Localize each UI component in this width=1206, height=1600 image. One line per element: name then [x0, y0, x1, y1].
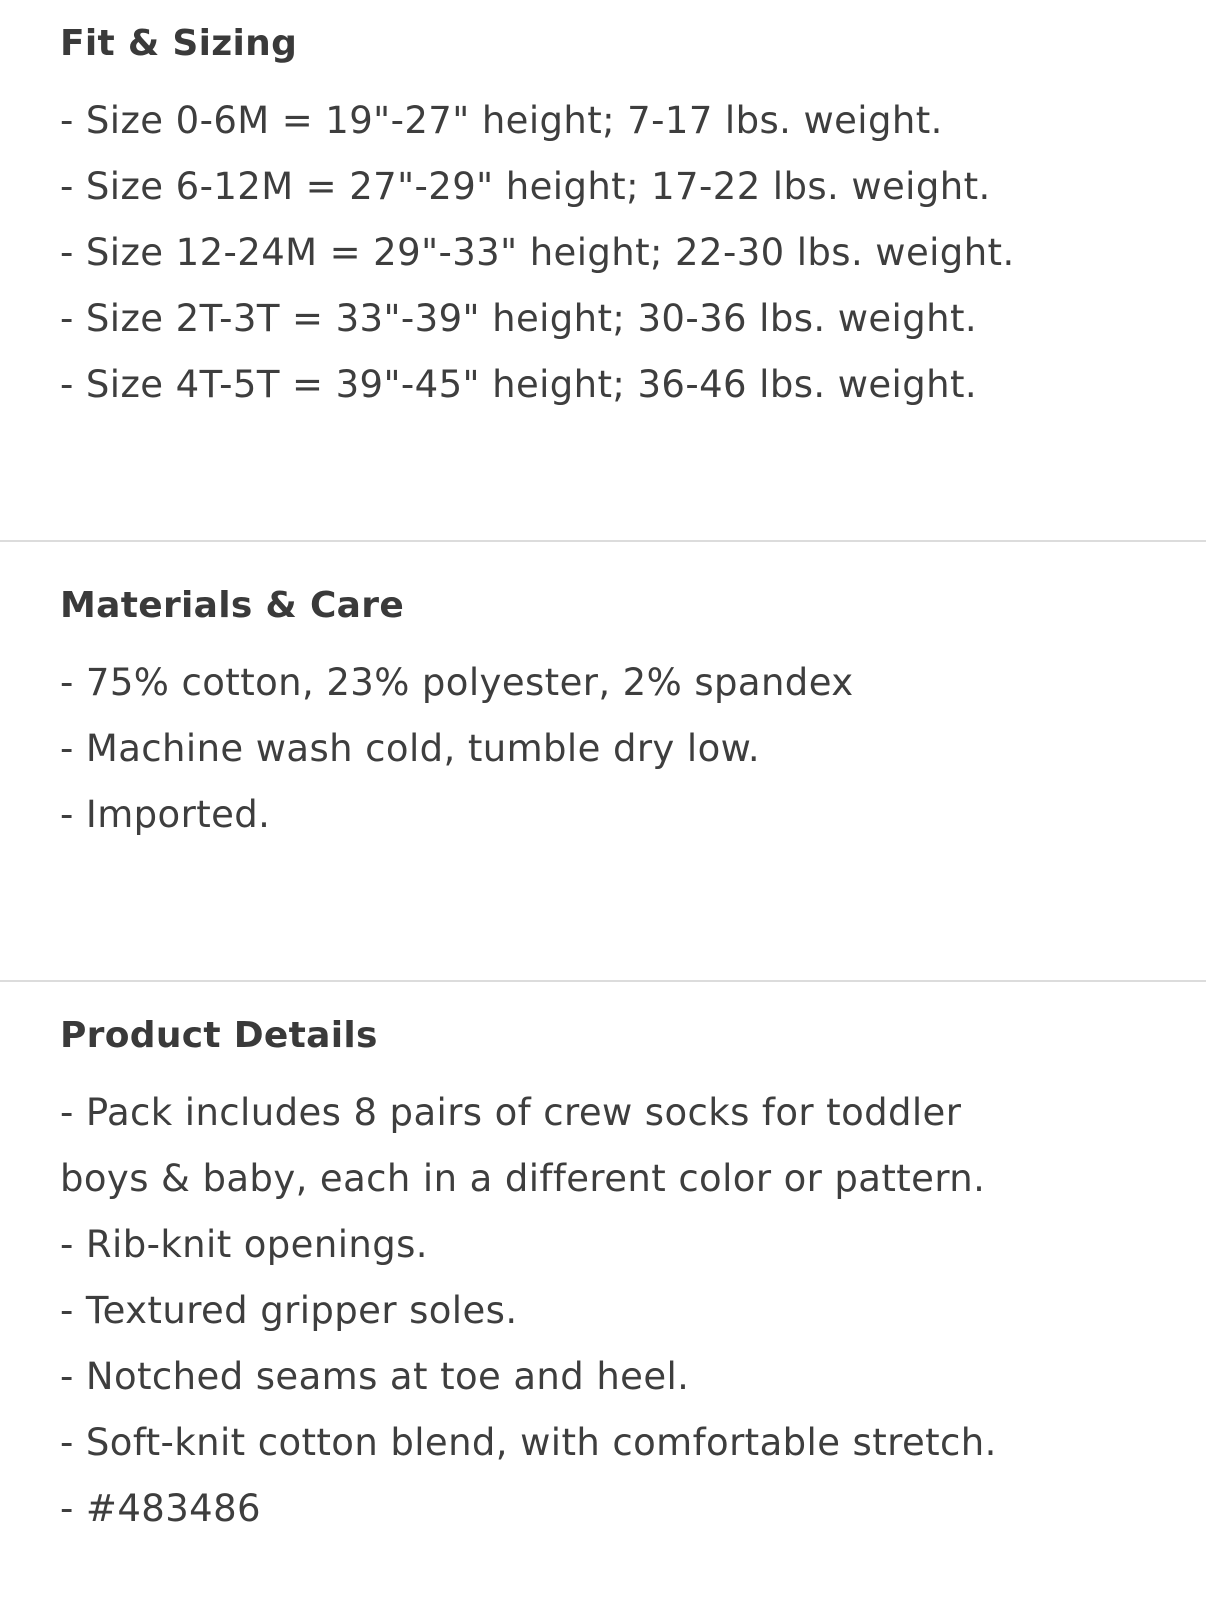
- product-details-line: boys & baby, each in a different color or pattern.: [60, 1157, 986, 1200]
- section-divider: [0, 540, 1206, 542]
- materials-care-title: Materials & Care: [60, 585, 405, 626]
- fit-sizing-line: - Size 0-6M = 19"-27" height; 7-17 lbs. weight.: [60, 99, 943, 142]
- product-details-line: - Rib-knit openings.: [60, 1223, 428, 1266]
- product-details-list: [60, 1080, 1166, 1542]
- section-divider: [0, 980, 1206, 982]
- product-details-line: - #483486: [60, 1487, 261, 1530]
- product-details-line: - Pack includes 8 pairs of crew socks for toddler: [60, 1091, 962, 1134]
- product-details-line: - Textured gripper soles.: [60, 1289, 518, 1332]
- fit-sizing-section: [60, 22, 1166, 418]
- fit-sizing-line: - Size 6-12M = 27"-29" height; 17-22 lbs. weight.: [60, 165, 991, 208]
- product-details-line: - Soft-knit cotton blend, with comfortable stretch.: [60, 1421, 997, 1464]
- materials-care-line: - Machine wash cold, tumble dry low.: [60, 727, 761, 770]
- materials-care-line: - Imported.: [60, 793, 271, 836]
- product-details-section: [60, 1014, 1166, 1542]
- product-details-title: Product Details: [60, 1015, 378, 1056]
- fit-sizing-list: [60, 88, 1166, 418]
- materials-care-section: [60, 584, 1166, 848]
- product-details-line: - Notched seams at toe and heel.: [60, 1355, 690, 1398]
- fit-sizing-title: Fit & Sizing: [60, 23, 298, 64]
- fit-sizing-line: - Size 4T-5T = 39"-45" height; 36-46 lbs. weight.: [60, 363, 978, 406]
- fit-sizing-line: - Size 2T-3T = 33"-39" height; 30-36 lbs. weight.: [60, 297, 978, 340]
- materials-care-line: - 75% cotton, 23% polyester, 2% spandex: [60, 661, 854, 704]
- materials-care-list: [60, 650, 1166, 848]
- fit-sizing-line: - Size 12-24M = 29"-33" height; 22-30 lbs. weight.: [60, 231, 1015, 274]
